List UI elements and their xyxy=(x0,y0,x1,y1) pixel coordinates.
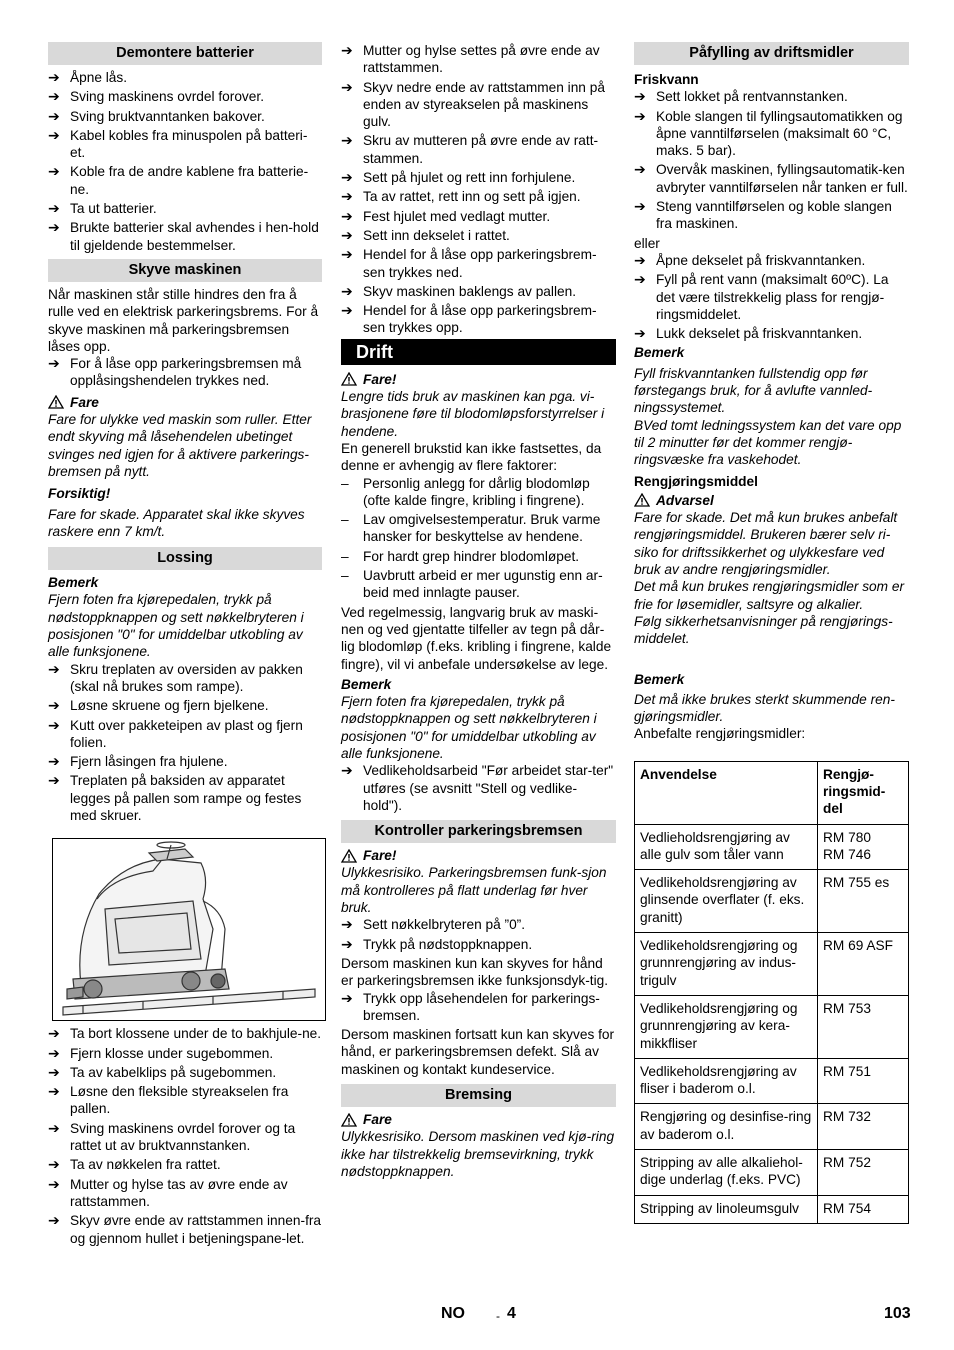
table-cell: Rengjøring og desinfise-ring av baderom o.l. xyxy=(635,1104,818,1150)
table-row xyxy=(635,1058,909,1104)
note-text: Fjern foten fra kjørepedalen, trykk på nødstoppknappen og sett nøkkelbryteren i posisjonen "0" for umiddelbar utkobling av alle funksjonene. xyxy=(341,694,597,761)
arrow-icon: ➔ xyxy=(341,762,353,779)
step-item xyxy=(341,916,616,933)
table-cell: RM 754 xyxy=(818,1195,909,1223)
arrow-icon: ➔ xyxy=(48,88,60,105)
warning-heading: Fare xyxy=(48,394,322,411)
step-list xyxy=(48,661,322,825)
step-item xyxy=(634,252,909,269)
step-item xyxy=(48,1120,322,1155)
table-cell: RM 753 xyxy=(818,995,909,1058)
column-1 xyxy=(48,42,322,1249)
note-heading: Bemerk xyxy=(634,671,685,687)
section-heading-bremsing: Bremsing xyxy=(341,1084,616,1107)
table-row xyxy=(635,995,909,1058)
section-heading-skyve-maskinen: Skyve maskinen xyxy=(48,259,322,282)
paragraph: Dersom maskinen kun kan skyves for hånd er parkeringsbremsen ikke funksjonsdyk-tig. xyxy=(341,955,609,989)
warning-text: Det må kun brukes rengjøringsmidler som er frie for løsemidler, saltsyre og alkalier. xyxy=(634,579,905,612)
dash-item xyxy=(341,548,616,565)
arrow-icon: ➔ xyxy=(341,78,353,95)
step-item xyxy=(341,208,616,225)
step-list xyxy=(48,1025,322,1247)
arrow-icon: ➔ xyxy=(341,169,353,186)
note-text: Det må ikke brukes sterkt skummende ren-gjøringsmidler. xyxy=(634,691,895,725)
arrow-icon: ➔ xyxy=(341,132,353,149)
step-text: Skyv øvre ende av rattstammen innen-fra og gjennom hullet i betjeningspane-let. xyxy=(70,1213,322,1246)
step-item xyxy=(341,283,616,300)
step-text: Skru av mutteren på øvre ende av ratt-stammen. xyxy=(363,133,599,166)
step-item xyxy=(634,325,909,342)
table-cell: RM 732 xyxy=(818,1104,909,1150)
step-text: Sving bruktvanntanken bakover. xyxy=(70,108,265,124)
footer-local-page: 4 xyxy=(507,1305,516,1322)
footer-separator: - xyxy=(496,1309,500,1323)
step-text: Ta av kabelklips på sugebommen. xyxy=(70,1064,277,1080)
arrow-icon: ➔ xyxy=(341,246,353,263)
warning-triangle-icon xyxy=(48,395,64,409)
dash-marker: – xyxy=(341,512,349,528)
arrow-icon: ➔ xyxy=(48,200,60,217)
step-text: Ta bort klossene under de to bakhjule-ne. xyxy=(70,1026,322,1042)
step-text: Fjern klosse under sugebommen. xyxy=(70,1045,274,1061)
step-text: Fyll på rent vann (maksimalt 60ºC). La det være tilstrekkelig plass for rengjø-ringsmiddelet. xyxy=(656,272,889,322)
step-text: Mutter og hylse tas av øvre ende av rattstammen. xyxy=(70,1176,288,1209)
arrow-icon: ➔ xyxy=(341,302,353,319)
step-text: Mutter og hylse settes på øvre ende av rattstammen. xyxy=(363,43,600,76)
table-row xyxy=(635,870,909,933)
step-item xyxy=(634,88,909,105)
step-item xyxy=(48,661,322,696)
subheading-rengjoringsmiddel: Rengjøringsmiddel xyxy=(634,473,758,489)
table-header-cell: Anvendelse xyxy=(635,761,818,824)
paragraph: En generell brukstid kan ikke fastsettes, da denne er avhengig av flere faktorer: xyxy=(341,440,602,474)
step-text: Sett inn dekselet i rattet. xyxy=(363,227,510,243)
step-text: Ta ut batterier. xyxy=(70,201,157,217)
arrow-icon: ➔ xyxy=(48,1156,60,1173)
step-item xyxy=(634,161,909,196)
table-header-row xyxy=(635,761,909,824)
warning-text: Ulykkesrisiko. Parkeringsbremsen funk-sjon må kontrolleres på flatt underlag før hver bruk. xyxy=(341,865,607,916)
warning-triangle-icon xyxy=(341,372,357,386)
step-text: Skyv nedre ende av rattstammen inn på enden av styreakselen på maskinens gulv. xyxy=(363,79,605,130)
step-list xyxy=(341,916,616,953)
warning-text: Fare for ulykke ved maskin som ruller. Etter endt skyving må låsehendelen ubetinget svinges ned igjen for å aktivere parkerings-bremsen på nytt. xyxy=(48,412,312,479)
arrow-icon: ➔ xyxy=(48,69,60,85)
step-item xyxy=(48,219,322,254)
step-text: Åpne lås. xyxy=(70,70,128,85)
step-list xyxy=(634,88,909,232)
chapter-heading-drift: Drift xyxy=(341,339,616,365)
step-text: Sett på hjulet og rett inn forhjulene. xyxy=(363,170,576,186)
step-text: Sving maskinens ovrdel forover og ta rattet ut av bruktvannstanken. xyxy=(70,1120,296,1154)
step-text: Koble fra de andre kablene fra batterie-ne. xyxy=(70,164,309,197)
warning-heading: Fare! xyxy=(341,847,616,864)
dash-item xyxy=(341,511,616,546)
step-item: ➔ Trykk opp låsehendelen for parkerings-bremsen. xyxy=(341,989,600,1023)
dash-item xyxy=(341,475,616,510)
paragraph: Anbefalte rengjøringsmidler: xyxy=(634,726,806,742)
table-row xyxy=(635,1104,909,1150)
step-item xyxy=(341,132,616,167)
section-heading-pafylling: Påfylling av driftsmidler xyxy=(634,42,909,65)
step-item xyxy=(48,1045,322,1062)
step-item xyxy=(341,936,616,953)
arrow-icon: ➔ xyxy=(341,989,353,1006)
step-item: ➔ For å låse opp parkeringsbremsen må opplåsingshendelen trykkes ned. xyxy=(48,355,302,389)
dash-text: For hardt grep hindrer blodomløpet. xyxy=(363,548,580,564)
arrow-icon: ➔ xyxy=(48,163,60,180)
step-item xyxy=(48,717,322,752)
dash-marker: – xyxy=(341,475,349,491)
dash-list xyxy=(341,475,616,602)
step-text: Koble slangen til fyllingsautomatikken og åpne vanntilførselen (maksimalt 60 °C, maks. 5 bar). xyxy=(656,108,903,159)
table-cell: RM 752 xyxy=(818,1150,909,1196)
table-cell: Vedlikeholdsrengjøring av glinsende overflater (f. eks. granitt) xyxy=(635,870,818,933)
arrow-icon: ➔ xyxy=(48,660,60,677)
step-text: Trykk på nødstoppknappen. xyxy=(363,936,533,952)
arrow-icon: ➔ xyxy=(341,916,353,933)
step-item xyxy=(48,1212,322,1247)
note-heading: Bemerk xyxy=(341,676,392,692)
step-item xyxy=(48,200,322,217)
table-cell: Vedlieholdsrengjøring av alle gulv som tåler vann xyxy=(635,824,818,870)
cleaning-agent-table xyxy=(634,761,909,1224)
table-header-cell: Rengjø-ringsmid-del xyxy=(818,761,909,824)
dash-item xyxy=(341,567,616,602)
step-item xyxy=(48,697,322,714)
arrow-icon: ➔ xyxy=(634,161,646,178)
arrow-icon: ➔ xyxy=(48,1083,60,1100)
warning-heading: Fare xyxy=(341,1111,616,1128)
section-heading-lossing: Lossing xyxy=(48,547,322,570)
warning-triangle-icon xyxy=(341,1113,357,1127)
arrow-icon: ➔ xyxy=(634,251,646,268)
step-item xyxy=(634,108,909,160)
step-text: Sett nøkkelbryteren på ”0”. xyxy=(363,917,526,933)
arrow-icon: ➔ xyxy=(48,1025,60,1042)
step-item xyxy=(341,302,616,337)
table-row xyxy=(635,1195,909,1223)
arrow-icon: ➔ xyxy=(634,107,646,124)
arrow-icon: ➔ xyxy=(48,355,60,372)
table-cell: Stripping av alle alkaliehol-dige underlag (f.eks. PVC) xyxy=(635,1150,818,1196)
table-row xyxy=(635,824,909,870)
step-item xyxy=(48,163,322,198)
warning-heading: Fare! xyxy=(341,371,616,388)
arrow-icon: ➔ xyxy=(634,325,646,342)
arrow-icon: ➔ xyxy=(48,219,60,236)
warning-text: Lengre tids bruk av maskinen kan pga. vi-brasjonene føre til blodomløpsforstyrrelser i hendene. xyxy=(341,389,605,439)
step-text: Fest hjulet med vedlagt mutter. xyxy=(363,208,551,224)
step-item xyxy=(634,271,909,323)
step-text: Hendel for å låse opp parkeringsbrem-sen trykkes ned. xyxy=(363,247,597,280)
step-item xyxy=(48,108,322,125)
step-item xyxy=(48,753,322,770)
arrow-icon: ➔ xyxy=(634,88,646,105)
step-item: ➔ Vedlikeholdsarbeid "Før arbeidet star-ter" utføres (se avsnitt "Stell og vedlike-hold"). xyxy=(341,762,614,813)
paragraph: Ved regelmessig, langvarig bruk av maski-nen og ved gjentatte tilfeller av tegn på dår-lig blodomløp (f.eks. kribling i fingrene, kalde fingre), vil vi anbefale undersøkelse av lege. xyxy=(341,604,612,672)
dash-text: Lav omgivelsestemperatur. Bruk varme hansker for beskyttelse av hendene. xyxy=(363,512,601,545)
step-text: Løsne den fleksible styreakselen fra pallen. xyxy=(70,1084,289,1117)
arrow-icon: ➔ xyxy=(48,772,60,789)
step-text: Brukte batterier skal avhendes i hen-hold til gjeldende bestemmelser. xyxy=(70,220,319,253)
section-heading-kontroller-parkeringsbremsen: Kontroller parkeringsbremsen xyxy=(341,820,616,843)
warning-triangle-icon xyxy=(341,849,357,863)
paragraph: Når maskinen står stille hindres den fra å rulle ved en elektrisk parkeringsbrems. For å skyve maskinen må parkeringsbremsen låses opp. xyxy=(48,286,319,354)
table-cell: RM 780 RM 746 xyxy=(818,824,909,870)
table-cell: Vedlikeholdsrengjøring og grunnrengjøring av indus-trigulv xyxy=(635,933,818,996)
step-item xyxy=(48,127,322,162)
arrow-icon: ➔ xyxy=(48,1212,60,1229)
dash-marker: – xyxy=(341,568,349,584)
step-item xyxy=(341,169,616,186)
arrow-icon: ➔ xyxy=(634,271,646,288)
dash-text: Personlig anlegg for dårlig blodomløp (ofte kalde fingre, kribling i fingrene). xyxy=(363,475,590,508)
note-heading: Bemerk xyxy=(48,575,99,591)
step-item xyxy=(634,198,909,233)
step-text: Treplaten på baksiden av apparatet legges på pallen som rampe og festes med skruer. xyxy=(70,773,302,823)
warning-triangle-icon xyxy=(634,493,650,507)
arrow-icon: ➔ xyxy=(341,207,353,224)
step-list xyxy=(341,42,616,337)
table-cell: Vedlikeholdsrengjøring og grunnrengjøring av kera-mikkfliser xyxy=(635,995,818,1058)
arrow-icon: ➔ xyxy=(48,753,60,770)
step-text: Lukk dekselet på friskvanntanken. xyxy=(656,326,863,342)
step-item xyxy=(341,227,616,244)
step-item xyxy=(48,772,322,824)
step-text: Kutt over pakketeipen av plast og fjern folien. xyxy=(70,717,303,750)
arrow-icon: ➔ xyxy=(48,1044,60,1061)
arrow-icon: ➔ xyxy=(48,1063,60,1080)
arrow-icon: ➔ xyxy=(48,1175,60,1192)
step-item xyxy=(48,1176,322,1211)
step-item xyxy=(48,69,322,86)
arrow-icon: ➔ xyxy=(341,42,353,58)
step-item xyxy=(341,79,616,131)
footer-page-number: 103 xyxy=(884,1305,911,1322)
step-item xyxy=(48,1156,322,1173)
table-row xyxy=(635,1150,909,1196)
table-cell: Stripping av linoleumsgulv xyxy=(635,1195,818,1223)
table-cell: RM 69 ASF xyxy=(818,933,909,996)
paragraph: eller xyxy=(634,235,660,251)
table-cell: RM 755 es xyxy=(818,870,909,933)
note-text: Fyll friskvanntanken fullstendig opp før førstegangs bruk, for å avlufte vannled-ningssystemet. xyxy=(634,365,873,416)
step-text: Ta av nøkkelen fra rattet. xyxy=(70,1157,221,1173)
warning-text: Følg sikkerhetsanvisninger på rengjørings-middelet. xyxy=(634,613,893,647)
table-cell: RM 751 xyxy=(818,1058,909,1104)
step-item xyxy=(48,1064,322,1081)
step-text: Steng vanntilførselen og koble slangen fra maskinen. xyxy=(656,199,892,232)
step-text: Overvåk maskinen, fyllingsautomatik-ken avbryter vanntilførselen når tanken er full. xyxy=(656,162,908,195)
subheading-friskvann: Friskvann xyxy=(634,72,699,87)
arrow-icon: ➔ xyxy=(48,107,60,124)
arrow-icon: ➔ xyxy=(48,716,60,733)
step-text: Skru treplaten av oversiden av pakken (skal nå brukes som rampe). xyxy=(70,661,303,694)
table-cell: Vedlikeholdsrengjøring av fliser i baderom o.l. xyxy=(635,1058,818,1104)
step-item xyxy=(48,1025,322,1042)
dash-text: Uavbrutt arbeid er mer ugunstig enn ar-beid med innlagte pauser. xyxy=(363,568,603,601)
step-text: Sving maskinens ovrdel forover. xyxy=(70,89,264,105)
step-text: Åpne dekselet på friskvanntanken. xyxy=(656,252,866,268)
warning-text: Fare for skade. Det må kun brukes anbefalt rengjøringsmiddel. Brukeren bærer selv ri-siko for driftssikkerhet og ulykkesfare ved bruk av andre rengjøringsmidler. xyxy=(634,510,898,578)
step-item xyxy=(341,42,616,77)
warning-text: Ulykkesrisiko. Dersom maskinen ved kjø-ring ikke har tilstrekkelig bremsevirkning, trykk nødstoppknappen. xyxy=(341,1129,615,1179)
caution-heading: Forsiktig! xyxy=(48,486,111,502)
warning-heading: Advarsel xyxy=(634,492,909,509)
step-item xyxy=(341,246,616,281)
note-text: Fjern foten fra kjørepedalen, trykk på nødstoppknappen og sett nøkkelbryteren i posisjonen "0" for umiddelbar utkobling av alle funksjonene. xyxy=(48,592,304,660)
section-heading-demontere-batterier: Demontere batterier xyxy=(48,42,322,65)
column-3 xyxy=(634,42,909,1224)
arrow-icon: ➔ xyxy=(341,226,353,243)
step-item xyxy=(48,1083,322,1118)
step-text: Ta av rattet, rett inn og sett på igjen. xyxy=(363,189,581,205)
note-heading: Bemerk xyxy=(634,345,685,361)
step-text: Løsne skruene og fjern bjelkene. xyxy=(70,698,269,714)
step-list xyxy=(634,252,909,342)
arrow-icon: ➔ xyxy=(341,188,353,205)
step-item xyxy=(48,88,322,105)
arrow-icon: ➔ xyxy=(48,1119,60,1136)
step-text: Skyv maskinen baklengs av pallen. xyxy=(363,283,577,299)
step-text: Hendel for å låse opp parkeringsbrem-sen trykkes opp. xyxy=(363,303,597,336)
footer-language: NO xyxy=(441,1305,465,1322)
column-2 xyxy=(341,42,616,1180)
step-text: Fjern låsingen fra hjulene. xyxy=(70,754,228,770)
table-row xyxy=(635,933,909,996)
arrow-icon: ➔ xyxy=(48,126,60,143)
arrow-icon: ➔ xyxy=(341,282,353,299)
machine-illustration xyxy=(52,838,326,1021)
arrow-icon: ➔ xyxy=(634,198,646,215)
arrow-icon: ➔ xyxy=(48,697,60,714)
step-item xyxy=(341,188,616,205)
step-text: Kabel kobles fra minuspolen på batteri-et. xyxy=(70,127,308,161)
step-list xyxy=(48,69,322,254)
arrow-icon: ➔ xyxy=(341,935,353,952)
step-text: Sett lokket på rentvannstanken. xyxy=(656,89,848,105)
caution-text: Fare for skade. Apparatet skal ikke skyves raskere enn 7 km/t. xyxy=(48,506,305,539)
dash-marker: – xyxy=(341,548,349,564)
paragraph: Dersom maskinen fortsatt kun kan skyves for hånd, er parkeringsbremsen defekt. Slå av maskinen og kontakt kundeservice. xyxy=(341,1027,615,1077)
note-text: BVed tomt ledningssystem kan det vare opp til 2 minutter før det kommer rengjø-ringsvæske fra vaskehodet. xyxy=(634,417,902,468)
